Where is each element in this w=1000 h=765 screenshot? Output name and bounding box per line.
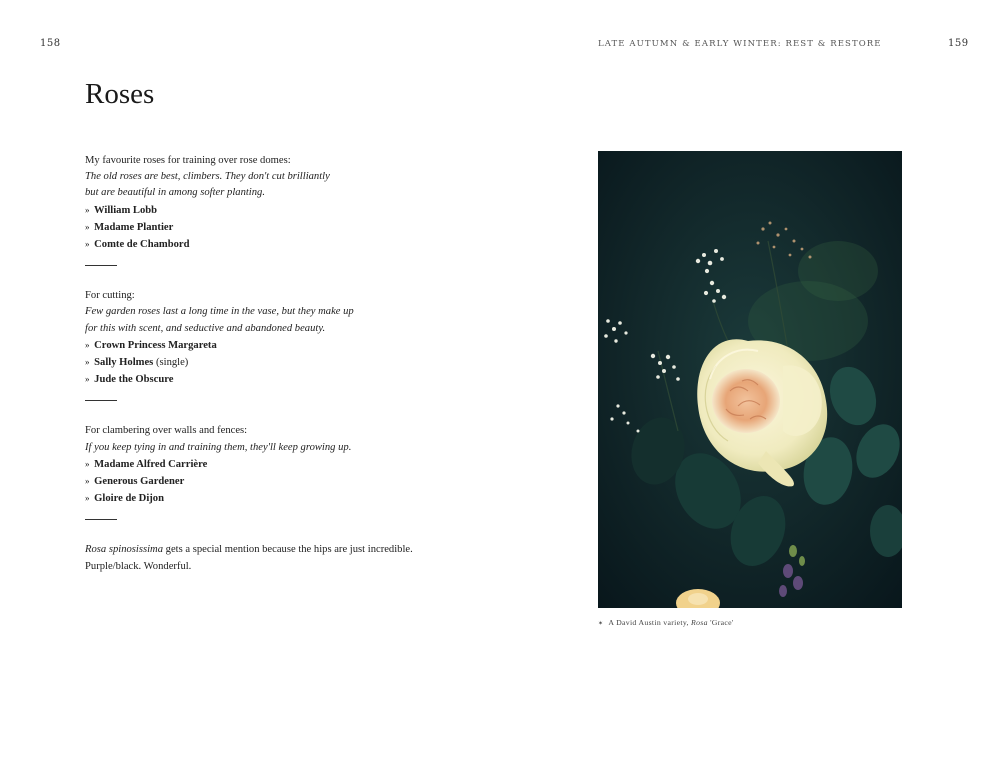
- rose-list-content: [85, 153, 445, 575]
- mention-line: Rosa spinosissima gets a special mention because the hips are just incredible.: [85, 544, 413, 556]
- rose-item: » Gloire de Dijon: [85, 493, 164, 505]
- section-note: The old roses are best, climbers. They don't cut brilliantly: [85, 171, 330, 183]
- bullet-icon: »: [85, 221, 90, 232]
- bullet-icon: »: [85, 476, 90, 487]
- section-intro: My favourite roses for training over rose domes:: [85, 155, 291, 166]
- rose-item: » Jude the Obscure: [85, 374, 174, 386]
- section-divider: [85, 400, 117, 401]
- page-number-right: 159: [948, 38, 969, 49]
- rose-item: » Generous Gardener: [85, 476, 185, 488]
- page-number-left: 158: [40, 38, 61, 49]
- page-title: Roses: [85, 78, 155, 110]
- bullet-icon: »: [85, 493, 90, 504]
- section-note: but are beautiful in among softer planting.: [85, 187, 265, 199]
- photo-caption: ✶ A David Austin variety, Rosa 'Grace': [598, 618, 734, 627]
- rose-item: » William Lobb: [85, 204, 158, 216]
- section-intro: For cutting:: [85, 290, 135, 302]
- section-divider: [85, 265, 117, 266]
- caption-star-icon: ✶: [598, 621, 604, 627]
- rose-item: » Madame Alfred Carrière: [85, 458, 208, 470]
- bullet-icon: »: [85, 239, 90, 250]
- rose-item: » Comte de Chambord: [85, 239, 190, 251]
- section-clambering: [85, 423, 445, 507]
- rose-item: » Sally Holmes (single): [85, 357, 189, 369]
- special-mention: [85, 542, 445, 574]
- running-head: LATE AUTUMN & EARLY WINTER: REST & RESTORE: [598, 39, 882, 49]
- section-cutting: [85, 288, 445, 388]
- bullet-icon: »: [85, 357, 90, 368]
- section-note: Few garden roses last a long time in the vase, but they make up: [85, 306, 354, 318]
- bullet-icon: »: [85, 339, 90, 350]
- species-name: Rosa spinosissima: [85, 544, 163, 556]
- section-intro: For clambering over walls and fences:: [85, 425, 248, 437]
- bullet-icon: »: [85, 204, 90, 215]
- bullet-icon: »: [85, 458, 90, 469]
- section-rose-domes: [85, 153, 445, 253]
- caption-genus: Rosa: [691, 618, 708, 627]
- section-note: If you keep tying in and training them, they'll keep growing up.: [85, 441, 352, 453]
- mention-line: Purple/black. Wonderful.: [85, 560, 192, 572]
- rose-item-note: (single): [155, 357, 189, 369]
- rose-photograph: [598, 151, 902, 608]
- section-divider: [85, 519, 117, 520]
- bullet-icon: »: [85, 374, 90, 385]
- rose-item: » Crown Princess Margareta: [85, 339, 217, 351]
- rose-photo-illustration: [598, 151, 902, 608]
- rose-item: » Madame Plantier: [85, 221, 174, 233]
- section-note: for this with scent, and seductive and abandoned beauty.: [85, 322, 326, 334]
